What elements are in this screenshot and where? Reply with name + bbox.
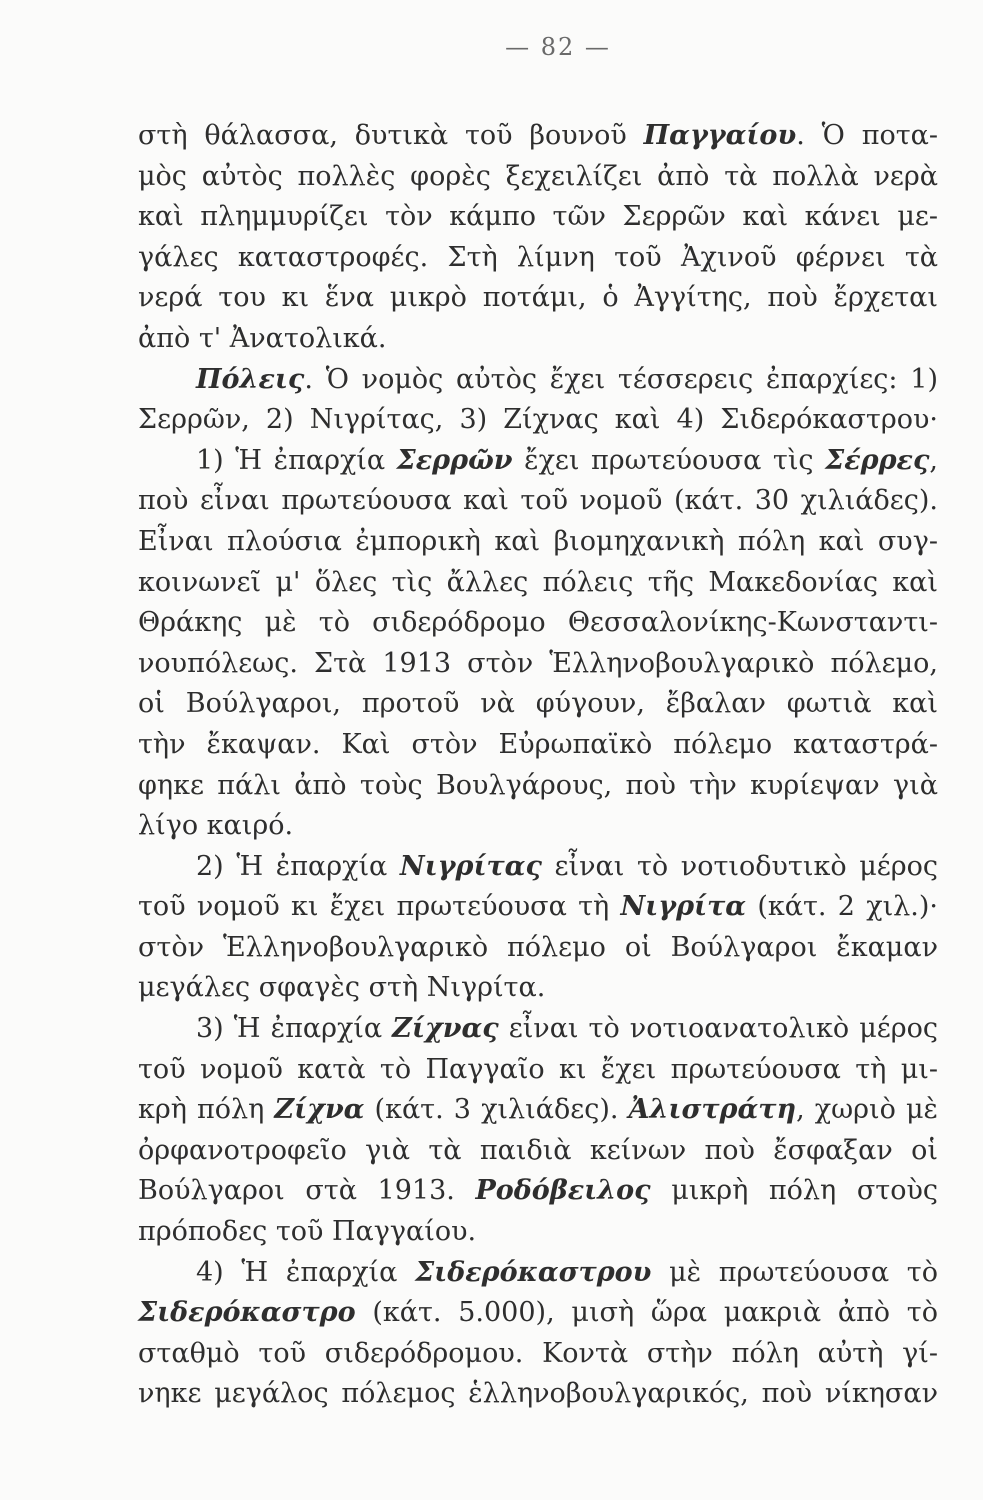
- text-run: ἀπὸ τ' Ἀνατολικά.: [138, 322, 387, 354]
- text-line: [138, 968, 938, 1009]
- text-run: πρόποδες τοῦ Παγγαίου.: [138, 1216, 477, 1248]
- text-run: τοῦ νομοῦ κι ἔχει πρωτεύουσα τὴ: [138, 891, 621, 923]
- text-run: τοῦ νομοῦ κατὰ τὸ Παγγαῖο κι ἔχει πρωτεύουσα τὴ μι-: [138, 1053, 938, 1085]
- body-text: [138, 116, 938, 1415]
- text-run: νηκε μεγάλος πόλεμος ἑλληνοβουλγαρικός, ποὺ νίκησαν: [138, 1378, 938, 1410]
- emphasized-term: Ἀλιστράτη: [628, 1094, 797, 1126]
- text-run: ,: [929, 444, 938, 476]
- text-run: Εἶναι πλούσια ἐμπορικὴ καὶ βιομηχανικὴ πόλη καὶ συγ-: [138, 525, 938, 557]
- text-run: νουπόλεως. Στὰ 1913 στὸν Ἑλληνοβουλγαρικὸ πόλεμο,: [138, 647, 938, 679]
- text-line: [138, 1212, 938, 1253]
- text-line: [138, 319, 938, 360]
- text-run: καὶ πλημμυρίζει τὸν κάμπο τῶν Σερρῶν καὶ κάνει με-: [138, 201, 938, 233]
- text-line: [138, 603, 938, 644]
- text-run: 3) Ἡ ἐπαρχία: [196, 1013, 393, 1045]
- text-line: [138, 806, 938, 847]
- text-line: [138, 481, 938, 522]
- text-line: [138, 1374, 938, 1415]
- emphasized-term: Σέρρες: [825, 444, 930, 476]
- emphasized-term: Σερρῶν: [396, 444, 513, 476]
- book-page: [138, 30, 938, 1415]
- text-run: μεγάλες σφαγὲς στὴ Νιγρίτα.: [138, 972, 546, 1004]
- text-line: [138, 1253, 938, 1294]
- text-line: [138, 441, 938, 482]
- text-line: [138, 1090, 938, 1131]
- text-run: ποὺ εἶναι πρωτεύουσα καὶ τοῦ νομοῦ (κάτ. 30 χιλιάδες).: [138, 485, 938, 517]
- text-run: ἔχει πρωτεύουσα τὶς: [512, 444, 826, 476]
- text-run: 1) Ἡ ἐπαρχία: [196, 444, 397, 476]
- emphasized-term: Πόλεις: [196, 363, 305, 395]
- text-run: (κάτ. 3 χιλιάδες).: [364, 1094, 629, 1126]
- text-run: μὲ πρωτεύουσα τὸ: [651, 1256, 938, 1288]
- text-run: . Ὁ ποτα-: [796, 120, 938, 151]
- text-line: [138, 1009, 938, 1050]
- text-run: μὸς αὐτὸς πολλὲς φορὲς ξεχειλίζει ἀπὸ τὰ πολλὰ νερὰ: [138, 160, 938, 192]
- text-run: Βούλγαροι στὰ 1913.: [138, 1175, 476, 1207]
- text-line: [138, 766, 938, 807]
- text-run: φηκε πάλι ἀπὸ τοὺς Βουλγάρους, ποὺ τὴν κυρίεψαν γιὰ: [138, 769, 938, 801]
- text-line: [138, 847, 938, 888]
- text-run: . Ὁ νομὸς αὐτὸς ἔχει τέσσερεις ἐπαρχίες: 1): [304, 363, 938, 395]
- text-line: [138, 1050, 938, 1091]
- text-line: [138, 725, 938, 766]
- emphasized-term: Νιγρίτας: [399, 850, 542, 882]
- text-run: λίγο καιρό.: [138, 810, 294, 842]
- text-run: εἶναι τὸ νοτιοδυτικὸ μέρος: [541, 850, 938, 882]
- text-line: [138, 400, 938, 441]
- page-number: — 82 —: [505, 33, 611, 61]
- text-run: Θράκης μὲ τὸ σιδερόδρομο Θεσσαλονίκης-Κωνσταντι-: [138, 607, 938, 639]
- text-run: 4) Ἡ ἐπαρχία: [196, 1256, 416, 1288]
- text-line: [138, 563, 938, 604]
- text-line: [138, 1334, 938, 1375]
- text-run: εἶναι τὸ νοτιοανατολικὸ μέρος: [498, 1013, 938, 1045]
- text-line: [138, 1131, 938, 1172]
- text-run: κρὴ πόλη: [138, 1094, 275, 1126]
- emphasized-term: Ζίχνα: [274, 1094, 365, 1126]
- text-run: κοινωνεῖ μ' ὅλες τὶς ἄλλες πόλεις τῆς Μακεδονίας καὶ: [138, 566, 938, 598]
- text-run: νερά του κι ἕνα μικρὸ ποτάμι, ὁ Ἀγγίτης, ποὺ ἔρχεται: [138, 282, 938, 314]
- emphasized-term: Σιδερόκαστρο: [138, 1297, 356, 1329]
- text-run: στὴ θάλασσα, δυτικὰ τοῦ βουνοῦ: [138, 120, 644, 151]
- text-line: [138, 684, 938, 725]
- text-run: οἱ Βούλγαροι, προτοῦ νὰ φύγουν, ἔβαλαν φωτιὰ καὶ: [138, 688, 938, 720]
- text-line: [138, 1293, 938, 1334]
- text-run: ὀρφανοτροφεῖο γιὰ τὰ παιδιὰ κείνων ποὺ ἔσφαξαν οἱ: [138, 1134, 938, 1166]
- emphasized-term: Ζίχνας: [392, 1013, 499, 1045]
- text-line: [138, 116, 938, 157]
- text-line: [138, 928, 938, 969]
- text-run: γάλες καταστροφές. Στὴ λίμνη τοῦ Ἀχινοῦ φέρνει τὰ: [138, 241, 938, 273]
- text-line: [138, 522, 938, 563]
- text-run: , χωριὸ μὲ: [796, 1094, 938, 1126]
- emphasized-term: Νιγρίτα: [620, 891, 747, 923]
- text-line: [138, 1171, 938, 1212]
- text-line: [138, 644, 938, 685]
- text-line: [138, 360, 938, 401]
- text-line: [138, 157, 938, 198]
- text-line: [138, 887, 938, 928]
- text-run: σταθμὸ τοῦ σιδερόδρομου. Κοντὰ στὴν πόλη αὐτὴ γί-: [138, 1337, 938, 1369]
- text-line: [138, 278, 938, 319]
- text-run: Σερρῶν, 2) Νιγρίτας, 3) Ζίχνας καὶ 4) Σιδερόκαστρου·: [138, 404, 938, 436]
- text-run: (κάτ. 2 χιλ.)·: [746, 891, 938, 923]
- emphasized-term: Παγγαίου: [643, 120, 797, 151]
- emphasized-term: Σιδερόκαστρου: [415, 1256, 652, 1288]
- text-run: στὸν Ἑλληνοβουλγαρικὸ πόλεμο οἱ Βούλγαροι ἔκαμαν: [138, 931, 938, 963]
- text-run: μικρὴ πόλη στοὺς: [650, 1175, 938, 1207]
- text-line: [138, 197, 938, 238]
- emphasized-term: Ροδόβειλος: [475, 1175, 651, 1207]
- text-run: τὴν ἔκαψαν. Καὶ στὸν Εὐρωπαϊκὸ πόλεμο καταστρά-: [138, 728, 938, 760]
- text-run: 2) Ἡ ἐπαρχία: [196, 850, 400, 882]
- text-run: (κάτ. 5.000), μισὴ ὥρα μακριὰ ἀπὸ τὸ: [355, 1297, 938, 1329]
- text-line: [138, 238, 938, 279]
